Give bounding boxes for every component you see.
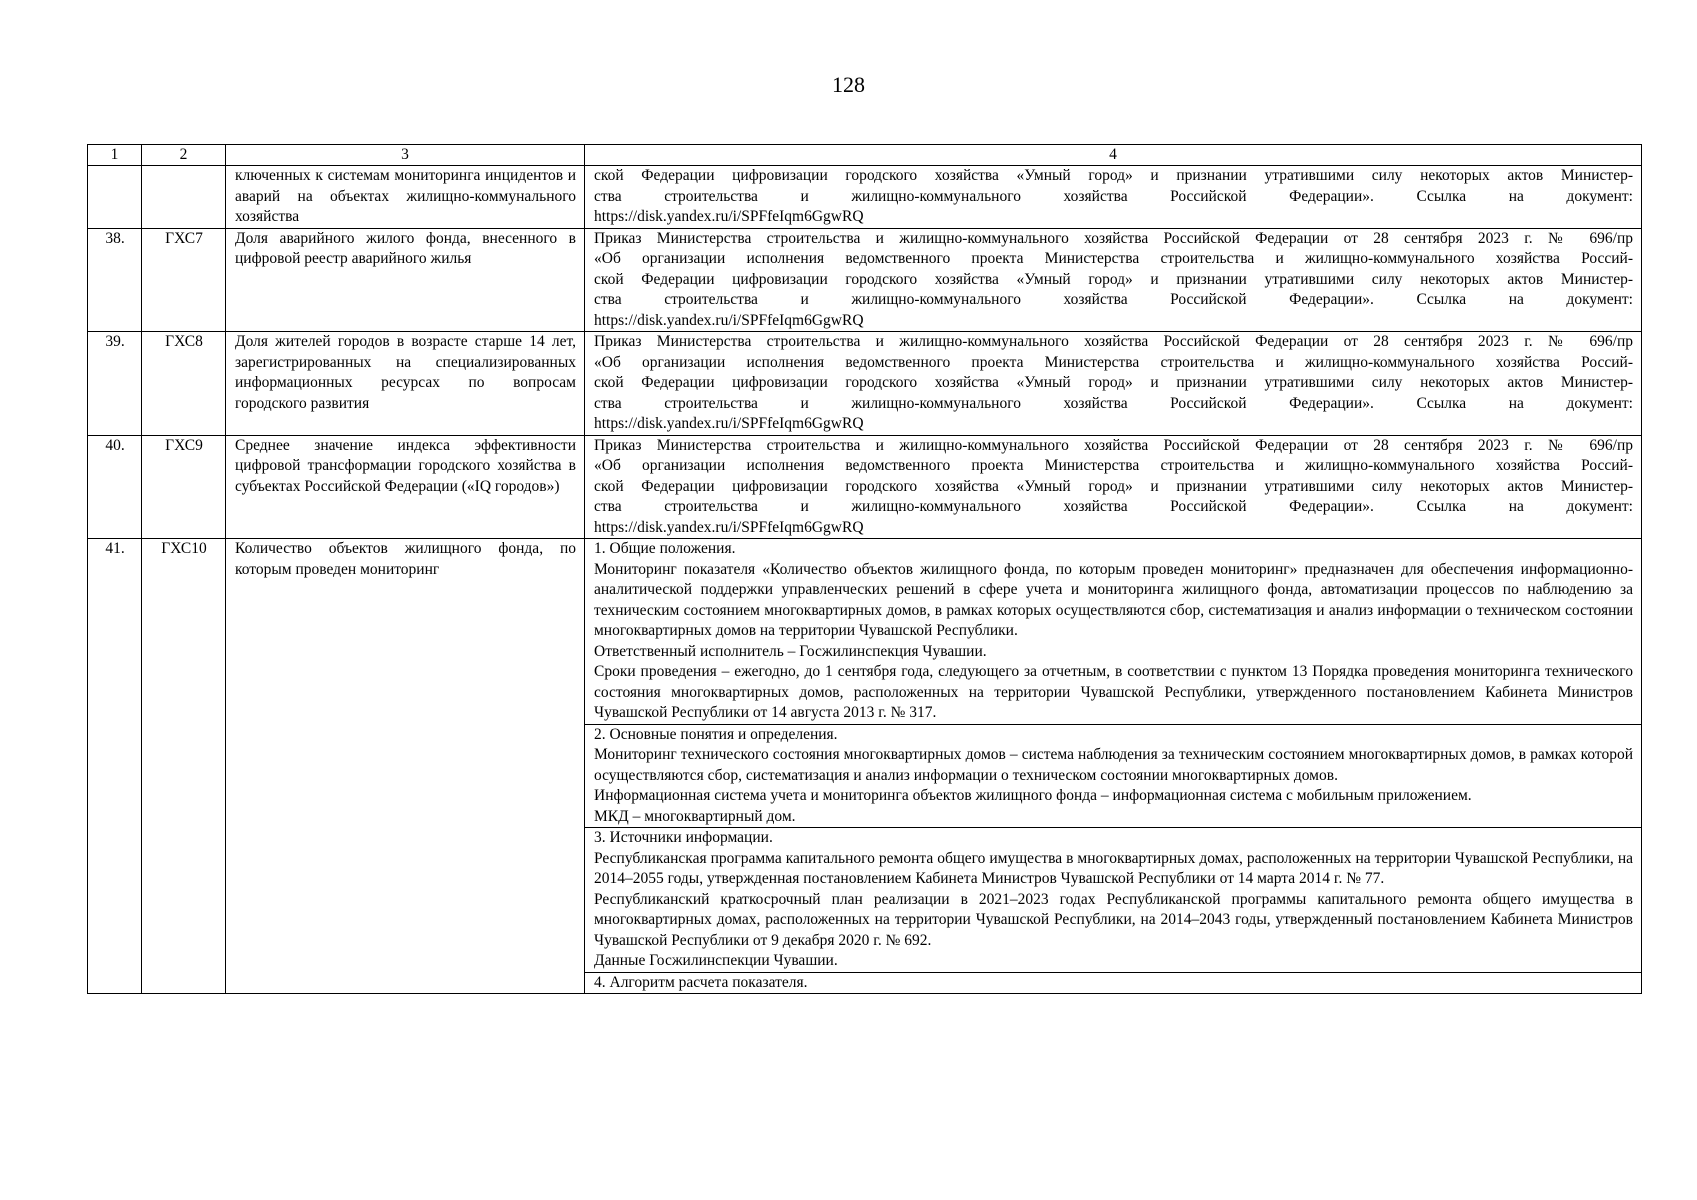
indicators-table [87,144,1642,994]
indicator-source [585,166,1642,229]
indicator-name: Доля аварийного жилого фонда, внесенного в цифровой реестр аварийного жилья [226,228,585,332]
source-line: ской Федерации цифровизации городского хозяйства «Умный город» и признании утратившими силу некоторых актов Министер- [594,477,1633,495]
row-code: ГХС10 [142,539,226,994]
source-line: Приказ Министерства строительства и жилищно-коммунального хозяйства Российской Федерации от 28 сентября 2023 г. № 696/пр [594,436,1633,454]
section-definitions [585,724,1642,828]
row-code: ГХС7 [142,228,226,332]
header-col-3: 3 [226,145,585,166]
section-general [585,539,1642,725]
source-line: ства строительства и жилищно-коммунального хозяйства Российской Федерации». Ссылка на документ: [594,187,1633,205]
header-col-2: 2 [142,145,226,166]
source-line: «Об организации исполнения ведомственного проекта Министерства строительства и жилищно-коммунального хозяйства Россий- [594,457,1633,474]
section-paragraph: Мониторинг показателя «Количество объектов жилищного фонда, по которым проведен мониторинг» предназначен для обеспечения информационно-аналитической поддержки управленческих решений в сфере учета и мониторинга жилищного фонда, автоматизации процессов по наблюдению за техническим состоянием многоквартирных домов, в рамках которых осуществляются сбор, систематизация и анализ информации о техническом состоянии многоквартирных домов на территории Чувашской Республики. [594,560,1633,639]
source-line: ской Федерации цифровизации городского хозяйства «Умный город» и признании утратившими силу некоторых актов Министер- [594,270,1633,288]
source-line: «Об организации исполнения ведомственного проекта Министерства строительства и жилищно-коммунального хозяйства Россий- [594,353,1633,371]
source-link: https://disk.yandex.ru/i/SPFfeIqm6GgwRQ [594,415,864,432]
section-paragraph: Ответственный исполнитель – Госжилинспекция Чувашии. [594,642,987,660]
section-paragraph: Мониторинг технического состояния многоквартирных домов – система наблюдения за техническим состоянием многоквартирных домов, в рамках которой осуществляются сбор, систематизация и анализ информации о техническом состоянии многоквартирных домов. [594,746,1633,784]
indicator-name: ключенных к системам мониторинга инцидентов и аварий на объектах жилищно-коммунального хозяйства [226,166,585,229]
row-code: ГХС9 [142,435,226,539]
source-link: https://disk.yandex.ru/i/SPFfeIqm6GgwRQ [594,311,864,329]
section-paragraph: Данные Госжилинспекции Чувашии. [594,952,838,969]
table-row [88,435,1642,539]
section-paragraph: МКД – многоквартирный дом. [594,807,796,825]
section-algorithm [585,972,1642,994]
indicator-name: Количество объектов жилищного фонда, по которым проведен мониторинг [226,539,585,994]
indicator-source [585,332,1642,436]
indicator-name: Среднее значение индекса эффективности цифровой трансформации городского хозяйства в субъектах Российской Федерации («IQ городов») [226,435,585,539]
source-line: ства строительства и жилищно-коммунального хозяйства Российской Федерации». Ссылка на документ: [594,291,1633,308]
table-row-41-section-1 [88,539,1642,725]
row-number: 38. [88,228,142,332]
source-link: https://disk.yandex.ru/i/SPFfeIqm6GgwRQ [594,208,864,225]
table-row [88,228,1642,332]
source-line: ской Федерации цифровизации городского хозяйства «Умный город» и признании утратившими силу некоторых актов Министер- [594,167,1633,184]
source-line: ской Федерации цифровизации городского хозяйства «Умный город» и признании утратившими силу некоторых актов Министер- [594,374,1633,391]
source-link: https://disk.yandex.ru/i/SPFfeIqm6GgwRQ [594,518,864,536]
row-number: 40. [88,435,142,539]
header-col-4: 4 [585,145,1642,166]
section-paragraph: Информационная система учета и мониторинга объектов жилищного фонда – информационная система с мобильным приложением. [594,787,1472,804]
section-title: 3. Источники информации. [594,829,773,846]
row-number [88,166,142,229]
indicator-source [585,228,1642,332]
section-title: 1. Общие положения. [594,540,736,557]
source-line: ства строительства и жилищно-коммунального хозяйства Российской Федерации». Ссылка на документ: [594,498,1633,515]
source-line: Приказ Министерства строительства и жилищно-коммунального хозяйства Российской Федерации от 28 сентября 2023 г. № 696/пр [594,333,1633,350]
section-title: 2. Основные понятия и определения. [594,725,838,743]
section-sources [585,828,1642,973]
indicator-name: Доля жителей городов в возрасте старше 14 лет, зарегистрированных на специализированных информационных ресурсах по вопросам городского развития [226,332,585,436]
source-line: «Об организации исполнения ведомственного проекта Министерства строительства и жилищно-коммунального хозяйства Россий- [594,250,1633,267]
source-line: ства строительства и жилищно-коммунального хозяйства Российской Федерации». Ссылка на документ: [594,394,1633,412]
source-line: Приказ Министерства строительства и жилищно-коммунального хозяйства Российской Федерации от 28 сентября 2023 г. № 696/пр [594,229,1633,247]
row-code: ГХС8 [142,332,226,436]
indicator-source [585,435,1642,539]
table-header-row [88,145,1642,166]
table-row [88,332,1642,436]
row-number: 41. [88,539,142,994]
section-paragraph: Сроки проведения – ежегодно, до 1 сентября года, следующего за отчетным, в соответствии с пунктом 13 Порядка проведения мониторинга технического состояния многоквартирных домов, расположенных на территории Чувашской Республики, утвержденного постановлением Кабинета Министров Чувашской Республики от 14 августа 2013 г. № 317. [594,663,1633,721]
table-row-continuation [88,166,1642,229]
page-number: 128 [832,72,865,97]
row-number: 39. [88,332,142,436]
row-code [142,166,226,229]
header-col-1: 1 [88,145,142,166]
section-title: 4. Алгоритм расчета показателя. [594,973,808,991]
section-paragraph: Республиканский краткосрочный план реализации в 2021–2023 годах Республиканской программы капитального ремонта общего имущества в многоквартирных домах, расположенных на территории Чувашской Республики, на 2014–2043 годы, утвержденный постановлением Кабинета Министров Чувашской Республики от 9 декабря 2020 г. № 692. [594,890,1633,949]
section-paragraph: Республиканская программа капитального ремонта общего имущества в многоквартирных домах, расположенных на территории Чувашской Республики, на 2014–2055 годы, утвержденная постановлением Кабинета Министров Чувашской Республики от 14 марта 2014 г. № 77. [594,849,1633,887]
